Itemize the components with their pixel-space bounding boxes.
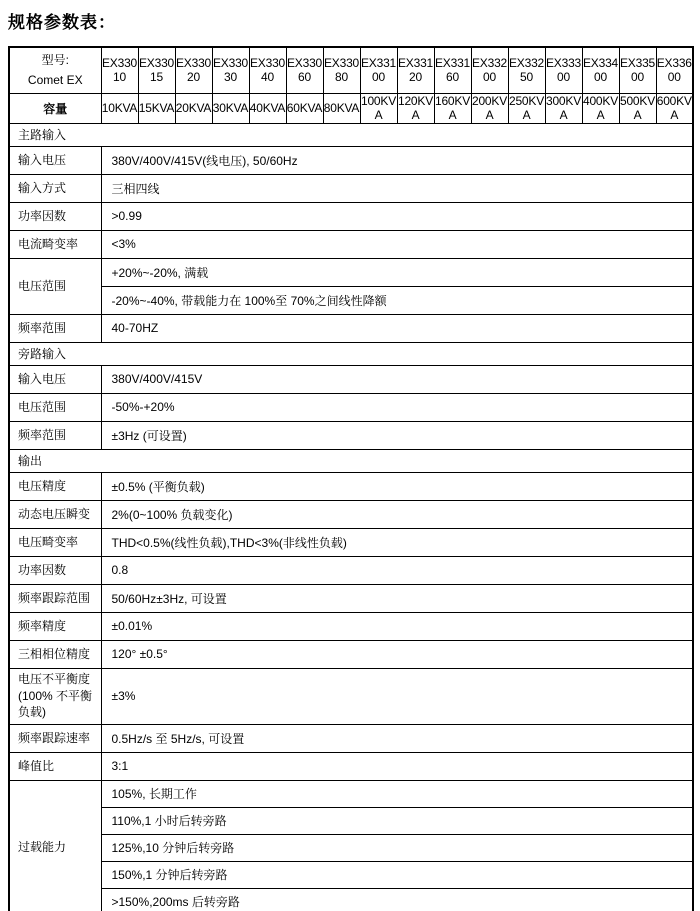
model-cell: EX33010 (101, 47, 138, 93)
spec-label: 电压精度 (9, 472, 101, 500)
spec-row (9, 556, 693, 584)
spec-row (9, 472, 693, 500)
spec-label: 电压范围 (9, 393, 101, 421)
capacity-cell: 160KVA (434, 94, 471, 122)
spec-row (9, 393, 693, 421)
capacity-cell: 250KVA (508, 94, 545, 122)
spec-row (9, 888, 693, 911)
section-title: 旁路输入 (9, 342, 693, 365)
model-cell: EX33015 (138, 47, 175, 93)
spec-row (9, 780, 693, 807)
spec-row (9, 174, 693, 202)
spec-label: 频率精度 (9, 612, 101, 640)
spec-row (9, 314, 693, 342)
spec-value: 2%(0~100% 负载变化) (101, 500, 693, 528)
spec-value: ±3% (101, 668, 693, 724)
spec-value: >150%,200ms 后转旁路 (101, 888, 693, 911)
spec-value: +20%~-20%, 满载 (101, 258, 693, 286)
model-label-line2: Comet EX (27, 73, 83, 88)
capacity-cell: 600KVA (656, 94, 692, 122)
model-cell: EX33400 (582, 47, 619, 93)
spec-value: 380V/400V/415V(线电压), 50/60Hz (101, 146, 693, 174)
section-row-main-input (9, 123, 693, 146)
spec-row (9, 640, 693, 668)
model-cell: EX33250 (508, 47, 545, 93)
spec-value: <3% (101, 230, 693, 258)
capacity-cell: 500KVA (619, 94, 656, 122)
capacity-cell: 200KVA (471, 94, 508, 122)
spec-value: ±0.01% (101, 612, 693, 640)
spec-value: 110%,1 小时后转旁路 (101, 807, 693, 834)
spec-value: 0.8 (101, 556, 693, 584)
section-title: 主路输入 (9, 123, 693, 146)
spec-row (9, 286, 693, 314)
spec-row (9, 584, 693, 612)
section-row-output (9, 449, 693, 472)
spec-value: 50/60Hz±3Hz, 可设置 (101, 584, 693, 612)
spec-label: 电压畸变率 (9, 528, 101, 556)
spec-label: 过载能力 (9, 780, 101, 911)
spec-label: 频率范围 (9, 314, 101, 342)
capacity-label-cell: 容量 (9, 93, 101, 123)
section-title: 输出 (9, 449, 693, 472)
spec-row (9, 668, 693, 724)
model-cell: EX33300 (545, 47, 582, 93)
spec-label: 峰值比 (9, 752, 101, 780)
model-label-line1: 型号: (41, 52, 69, 67)
spec-label: 三相相位精度 (9, 640, 101, 668)
model-cell: EX33600 (656, 47, 693, 93)
spec-value: ±3Hz (可设置) (101, 421, 693, 449)
spec-row (9, 230, 693, 258)
spec-label: 输入电压 (9, 365, 101, 393)
spec-value: 380V/400V/415V (101, 365, 693, 393)
capacity-cell: 400KVA (582, 94, 619, 122)
model-header-cell (9, 47, 101, 93)
capacity-cell: 300KVA (545, 94, 582, 122)
model-cell: EX33060 (286, 47, 323, 93)
spec-value: 40-70HZ (101, 314, 693, 342)
model-cell: EX33080 (323, 47, 360, 93)
spec-value: ±0.5% (平衡负载) (101, 472, 693, 500)
spec-row (9, 500, 693, 528)
capacity-cell: 10KVA (101, 93, 138, 123)
capacity-cell: 20KVA (175, 93, 212, 123)
capacity-cell: 120KVA (397, 94, 434, 122)
spec-label: 频率跟踪范围 (9, 584, 101, 612)
spec-row (9, 807, 693, 834)
section-row-bypass-input (9, 342, 693, 365)
capacity-row (9, 93, 693, 123)
capacity-cell: 15KVA (138, 93, 175, 123)
model-header-row (9, 47, 693, 93)
spec-value: >0.99 (101, 202, 693, 230)
spec-value: THD<0.5%(线性负载),THD<3%(非线性负载) (101, 528, 693, 556)
spec-label: 电压范围 (9, 258, 101, 314)
spec-row (9, 421, 693, 449)
spec-row (9, 861, 693, 888)
spec-row (9, 752, 693, 780)
spec-row (9, 724, 693, 752)
capacity-cell: 60KVA (286, 93, 323, 123)
spec-label: 功率因数 (9, 202, 101, 230)
spec-value: 120° ±0.5° (101, 640, 693, 668)
model-cell: EX33030 (212, 47, 249, 93)
spec-row (9, 612, 693, 640)
spec-value: 三相四线 (101, 174, 693, 202)
spec-value: 150%,1 分钟后转旁路 (101, 861, 693, 888)
spec-value: 3:1 (101, 752, 693, 780)
capacity-cell: 30KVA (212, 93, 249, 123)
spec-value: -20%~-40%, 带载能力在 100%至 70%之间线性降额 (101, 286, 693, 314)
capacity-cell: 100KVA (360, 94, 397, 122)
spec-label: 功率因数 (9, 556, 101, 584)
spec-label: 输入电压 (9, 146, 101, 174)
spec-row (9, 834, 693, 861)
spec-value: -50%-+20% (101, 393, 693, 421)
spec-label: 电压不平衡度(100% 不平衡负载) (9, 668, 101, 724)
capacity-cell: 80KVA (323, 93, 360, 123)
spec-row (9, 365, 693, 393)
model-cell: EX33120 (397, 47, 434, 93)
spec-value: 125%,10 分钟后转旁路 (101, 834, 693, 861)
spec-row (9, 202, 693, 230)
spec-label: 动态电压瞬变 (9, 500, 101, 528)
spec-label: 输入方式 (9, 174, 101, 202)
spec-label: 频率跟踪速率 (9, 724, 101, 752)
model-cell: EX33500 (619, 47, 656, 93)
model-cell: EX33040 (249, 47, 286, 93)
spec-label: 频率范围 (9, 421, 101, 449)
model-cell: EX33020 (175, 47, 212, 93)
spec-table (8, 46, 694, 911)
spec-value: 0.5Hz/s 至 5Hz/s, 可设置 (101, 724, 693, 752)
model-cell: EX33160 (434, 47, 471, 93)
model-cell: EX33200 (471, 47, 508, 93)
spec-row (9, 258, 693, 286)
page-title: 规格参数表： (8, 13, 116, 32)
spec-row (9, 146, 693, 174)
spec-row (9, 528, 693, 556)
model-cell: EX33100 (360, 47, 397, 93)
spec-label: 电流畸变率 (9, 230, 101, 258)
capacity-cell: 40KVA (249, 93, 286, 123)
spec-value: 105%, 长期工作 (101, 780, 693, 807)
